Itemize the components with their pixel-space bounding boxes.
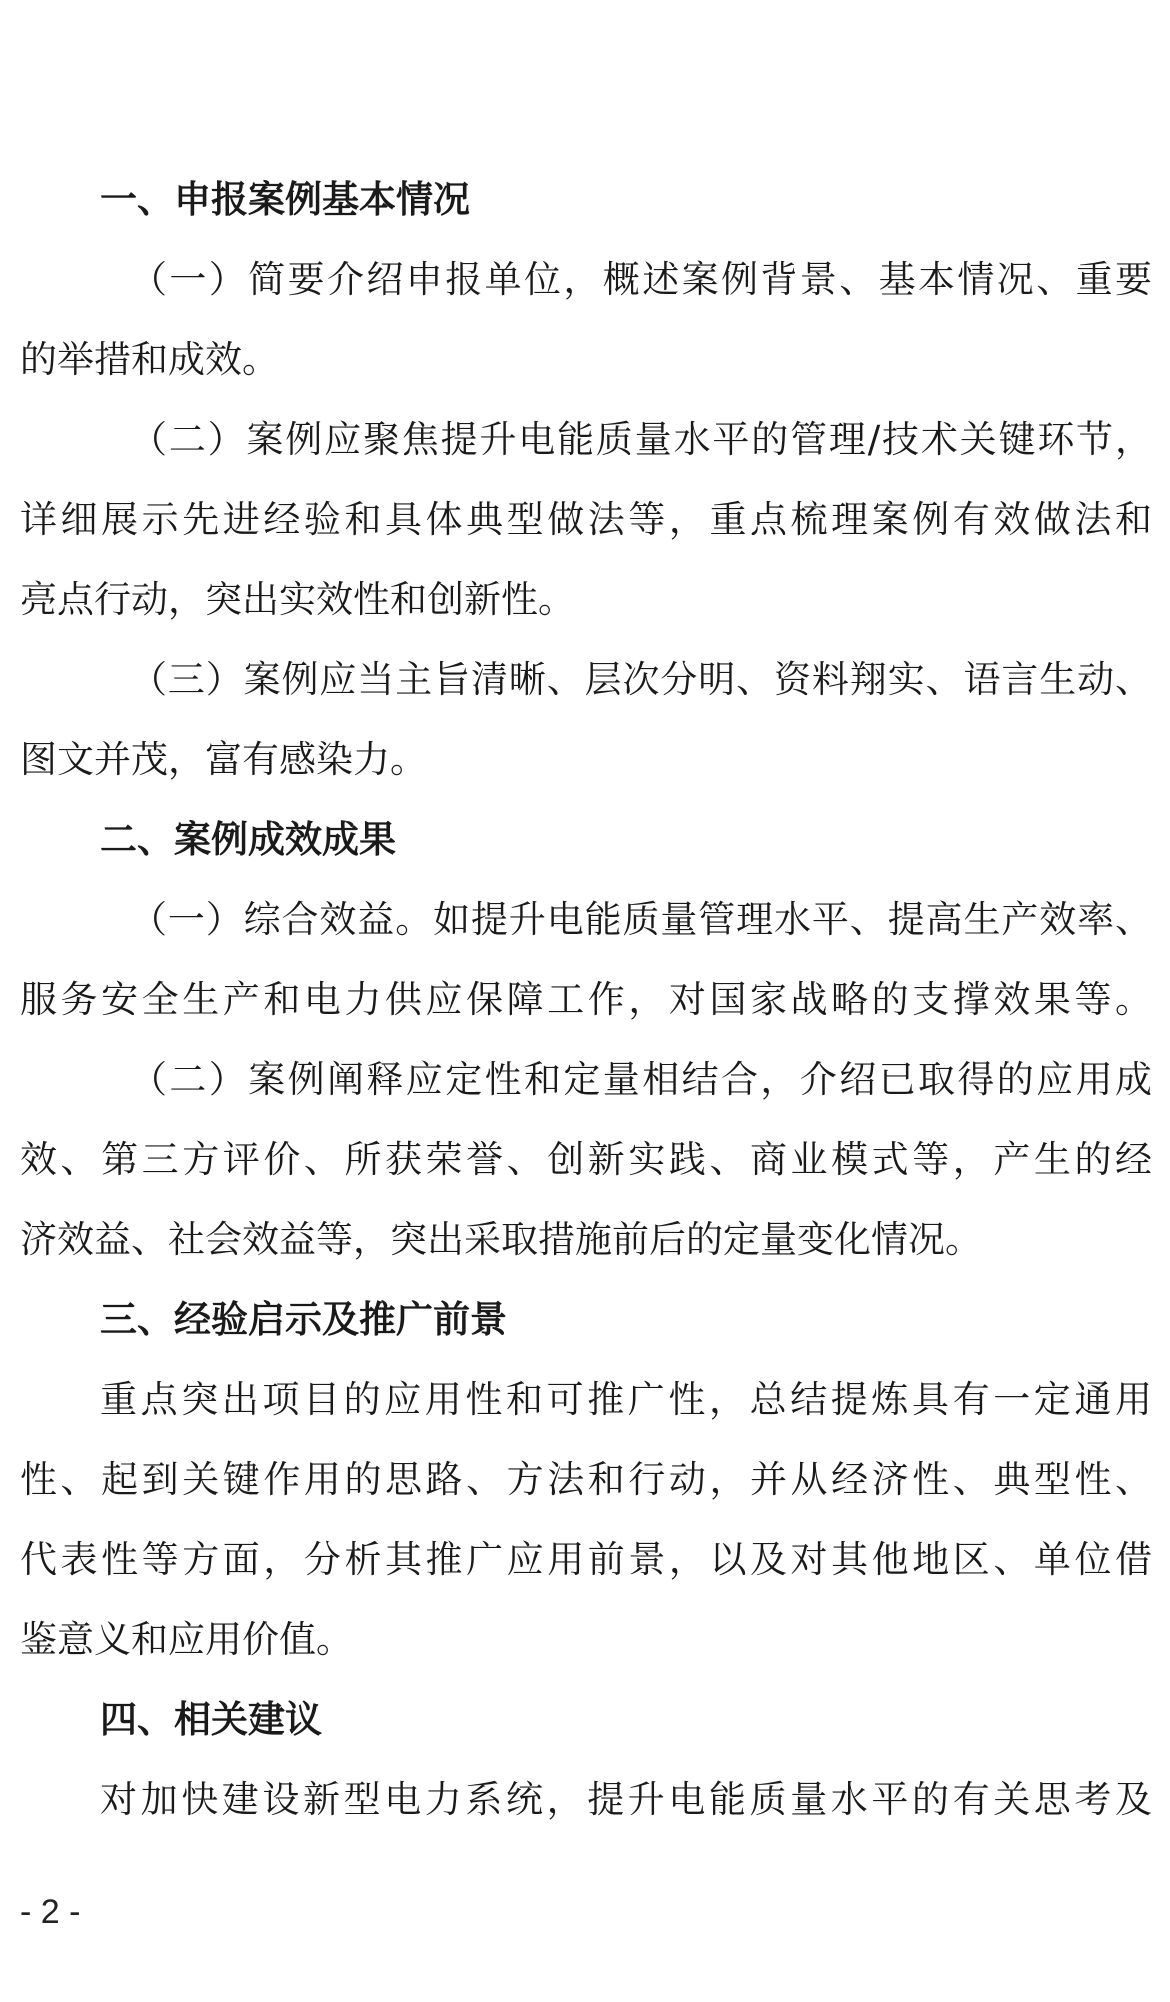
paragraph-line: 鉴意义和应用价值。 — [20, 1618, 353, 1661]
paragraph-line: （一）综合效益。如提升电能质量管理水平、提高生产效率、 — [130, 898, 1152, 941]
section-heading-4: 四、相关建议 — [100, 1698, 322, 1741]
section-heading-2: 二、案例成效成果 — [100, 818, 396, 861]
paragraph-line: 服务安全生产和电力供应保障工作，对国家战略的支撑效果等。 — [20, 978, 1152, 1021]
paragraph-line: 效、第三方评价、所获荣誉、创新实践、商业模式等，产生的经 — [20, 1138, 1152, 1181]
paragraph-line: 济效益、社会效益等，突出采取措施前后的定量变化情况。 — [20, 1218, 982, 1261]
paragraph-line: 亮点行动，突出实效性和创新性。 — [20, 578, 575, 621]
page-number: - 2 - — [20, 1893, 81, 1931]
paragraph-line: 详细展示先进经验和具体典型做法等，重点梳理案例有效做法和 — [20, 498, 1152, 541]
paragraph-line: （一）简要介绍申报单位，概述案例背景、基本情况、重要 — [130, 258, 1152, 301]
document-body — [20, 160, 1152, 1840]
paragraph-line: 性、起到关键作用的思路、方法和行动，并从经济性、典型性、 — [20, 1458, 1152, 1501]
section-heading-1: 一、申报案例基本情况 — [100, 178, 470, 221]
paragraph-line: 图文并茂，富有感染力。 — [20, 738, 427, 781]
paragraph-line: （二）案例阐释应定性和定量相结合，介绍已取得的应用成 — [130, 1058, 1152, 1101]
paragraph-line: 对加快建设新型电力系统，提升电能质量水平的有关思考及 — [100, 1778, 1152, 1821]
paragraph-line: （三）案例应当主旨清晰、层次分明、资料翔实、语言生动、 — [130, 658, 1152, 701]
paragraph-line: 的举措和成效。 — [20, 338, 279, 381]
paragraph-line: 重点突出项目的应用性和可推广性，总结提炼具有一定通用 — [100, 1378, 1152, 1421]
section-heading-3: 三、经验启示及推广前景 — [100, 1298, 507, 1341]
paragraph-line: 代表性等方面，分析其推广应用前景，以及对其他地区、单位借 — [20, 1538, 1152, 1581]
paragraph-line: （二）案例应聚焦提升电能质量水平的管理/技术关键环节， — [130, 418, 1152, 461]
